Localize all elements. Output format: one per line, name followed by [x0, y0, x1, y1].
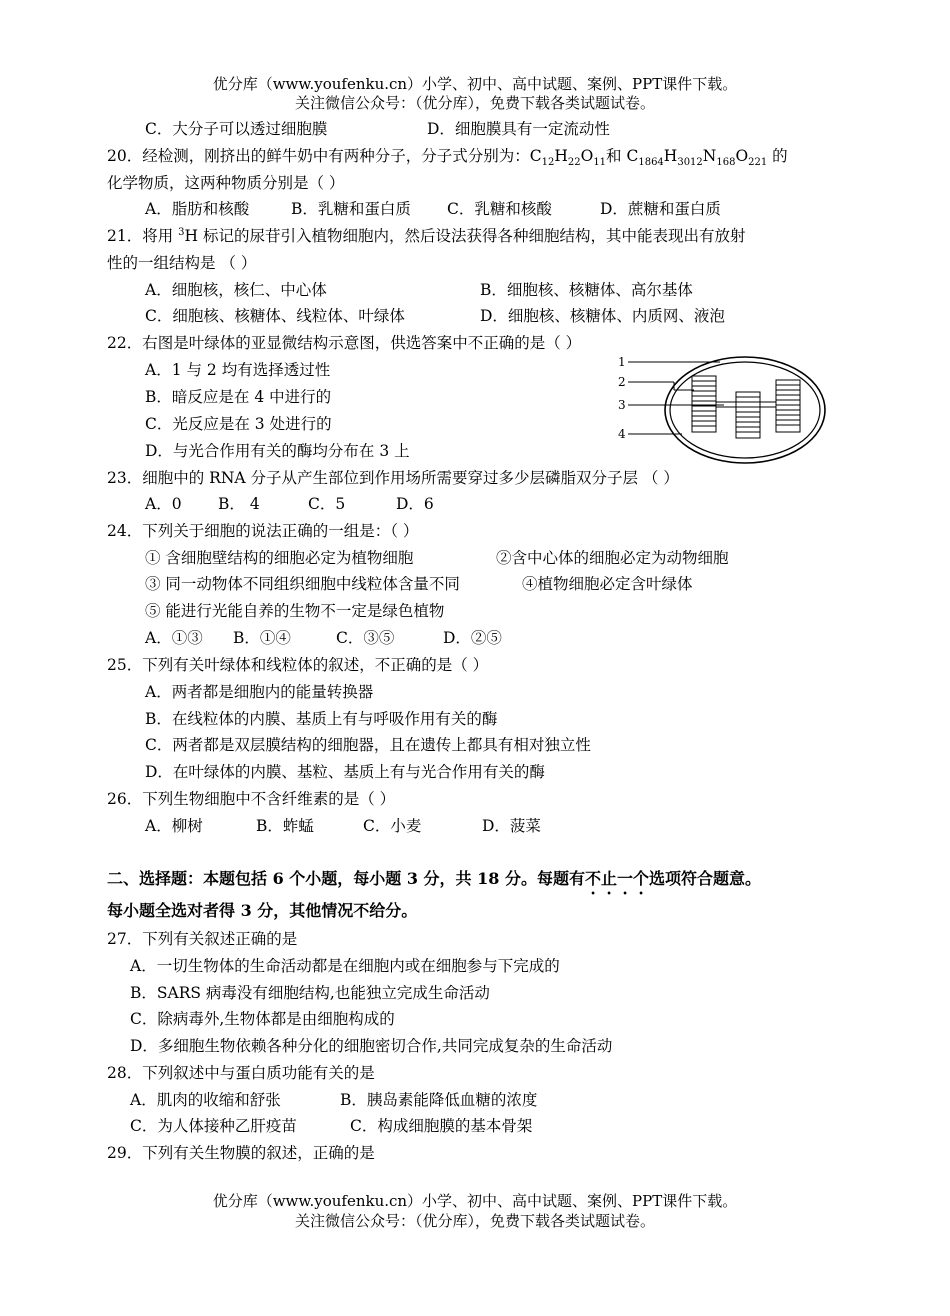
q23-stem: 23．细胞中的 RNA 分子从产生部位到作用场所需要穿过多少层磷脂双分子层 （ ）: [107, 469, 679, 487]
q23-option-d: D．6: [396, 495, 434, 513]
q25-option-b: B．在线粒体的内膜、基质上有与呼吸作用有关的酶: [145, 710, 498, 728]
q24-item-4: ④植物细胞必定含叶绿体: [522, 575, 693, 593]
q28-option-a: A．肌肉的收缩和舒张: [130, 1091, 281, 1109]
section2-heading: 二、选择题：本题包括 6 个小题，每小题 3 分，共 18 分。每题有不止一个选项符合题意。: [107, 869, 761, 888]
q22-option-a: A．1 与 2 均有选择透过性: [145, 361, 331, 379]
q21-stem: 21．将用 $^3$H 标记的尿苷引入植物细胞内，然后设法获得各种细胞结构，其中能表现出有放射: [107, 226, 746, 245]
q24-item-3: ③ 同一动物体不同组织细胞中线粒体含量不同: [145, 575, 460, 593]
q24-item-2: ②含中心体的细胞必定为动物细胞: [496, 549, 729, 567]
q28-stem: 28．下列叙述中与蛋白质功能有关的是: [107, 1064, 375, 1082]
q26-option-b: B．蚱蜢: [256, 817, 314, 835]
page-footer-line2: 关注微信公众号：（优分库），免费下载各类试题试卷。: [294, 1212, 655, 1230]
q20-option-a: A．脂肪和核酸: [145, 200, 250, 218]
q24-option-d: D．②⑤: [443, 629, 502, 647]
q26-option-c: C．小麦: [363, 817, 422, 835]
q21-option-a: A．细胞核，核仁、中心体: [145, 281, 327, 299]
q21-option-c: C．细胞核、核糖体、线粒体、叶绿体: [145, 307, 405, 325]
q27-option-b: B．SARS 病毒没有细胞结构,也能独立完成生命活动: [130, 984, 490, 1002]
q22-stem: 22．右图是叶绿体的亚显微结构示意图，供选答案中不正确的是（ ）: [107, 334, 582, 352]
q25-stem: 25．下列有关叶绿体和线粒体的叙述，不正确的是（ ）: [107, 656, 489, 674]
q20-stem-cont: 化学物质，这两种物质分别是（ ）: [107, 174, 345, 192]
q20-option-c: C．乳糖和核酸: [447, 200, 552, 218]
q24-option-b: B．①④: [233, 629, 291, 647]
q21-option-d: D．细胞核、核糖体、内质网、液泡: [480, 307, 725, 325]
page-header-line2: 关注微信公众号：（优分库），免费下载各类试题试卷。: [294, 94, 655, 112]
diagram-label-1: 1: [618, 355, 626, 369]
diagram-label-3: 3: [618, 398, 626, 412]
q19-option-c: C．大分子可以透过细胞膜: [145, 120, 328, 138]
page-footer-line1: 优分库（www.youfenku.cn）小学、初中、高中试题、案例、PPT课件下载。: [212, 1192, 738, 1210]
q24-item-5: ⑤ 能进行光能自养的生物不一定是绿色植物: [145, 602, 445, 620]
q22-option-c: C．光反应是在 3 处进行的: [145, 415, 332, 433]
q22-option-b: B．暗反应是在 4 中进行的: [145, 388, 332, 406]
q21-stem-cont: 性的一组结构是 （ ）: [107, 254, 257, 272]
granum-left: [692, 376, 716, 432]
q23-option-b: B． 4: [218, 495, 260, 513]
q27-option-d: D．多细胞生物依赖各种分化的细胞密切合作,共同完成复杂的生命活动: [130, 1037, 613, 1055]
q28-option-d: C．构成细胞膜的基本骨架: [350, 1117, 533, 1135]
q27-option-c: C．除病毒外,生物体都是由细胞构成的: [130, 1010, 395, 1028]
chloroplast-diagram: [612, 350, 832, 470]
q27-stem: 27．下列有关叙述正确的是: [107, 930, 298, 948]
q24-stem: 24．下列关于细胞的说法正确的一组是：（ ）: [107, 522, 419, 540]
diagram-label-4: 4: [618, 427, 626, 441]
q24-option-c: C．③⑤: [336, 629, 395, 647]
q26-stem: 26．下列生物细胞中不含纤维素的是（ ）: [107, 790, 396, 808]
page-header-line1: 优分库（www.youfenku.cn）小学、初中、高中试题、案例、PPT课件下载。: [212, 75, 738, 93]
q25-option-c: C．两者都是双层膜结构的细胞器，且在遗传上都具有相对独立性: [145, 736, 591, 754]
q21-option-b: B．细胞核、核糖体、高尔基体: [480, 281, 693, 299]
granum-right: [776, 380, 800, 432]
q28-option-b: B．胰岛素能降低血糖的浓度: [340, 1091, 538, 1109]
q20-stem: 20．经检测，刚挤出的鲜牛奶中有两种分子，分子式分别为：$C_{12}H_{22}O_{11}$和 $C_{1864}H_{3012}N_{168}O_{221}$ 的: [107, 147, 788, 169]
q24-item-1: ① 含细胞壁结构的细胞必定为植物细胞: [145, 549, 414, 567]
q22-option-d: D．与光合作用有关的酶均分布在 3 上: [145, 442, 410, 460]
q25-option-a: A．两者都是细胞内的能量转换器: [145, 683, 374, 701]
q25-option-d: D．在叶绿体的内膜、基粒、基质上有与光合作用有关的酶: [145, 763, 545, 781]
q20-option-d: D．蔗糖和蛋白质: [600, 200, 721, 218]
q26-option-d: D．菠菜: [482, 817, 541, 835]
q19-option-d: D．细胞膜具有一定流动性: [427, 120, 610, 138]
diagram-label-2: 2: [618, 375, 626, 389]
q23-option-a: A．0: [145, 495, 182, 513]
q24-option-a: A．①③: [145, 629, 203, 647]
q23-option-c: C．5: [308, 495, 346, 513]
q26-option-a: A．柳树: [145, 817, 203, 835]
granum-middle: [736, 392, 760, 438]
section2-heading-cont: 每小题全选对者得 3 分，其他情况不给分。: [107, 901, 418, 920]
q28-option-c: C．为人体接种乙肝疫苗: [130, 1117, 297, 1135]
q29-stem: 29．下列有关生物膜的叙述，正确的是: [107, 1144, 375, 1162]
q27-option-a: A．一切生物体的生命活动都是在细胞内或在细胞参与下完成的: [130, 957, 560, 975]
q20-option-b: B．乳糖和蛋白质: [291, 200, 411, 218]
